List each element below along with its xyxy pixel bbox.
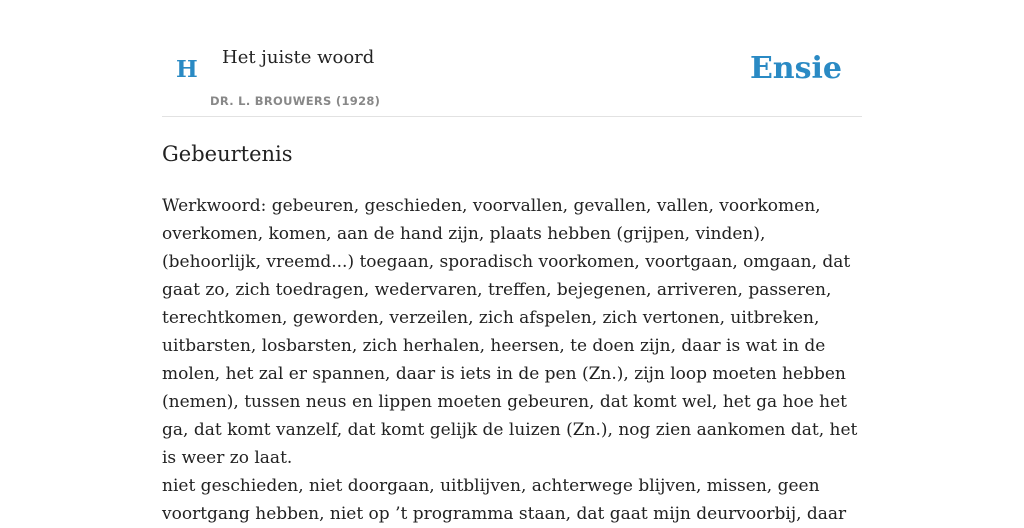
page-container [162, 0, 862, 524]
entry-paragraph: Werkwoord: gebeuren, geschieden, voorvallen, gevallen, vallen, voorkomen, overkomen, komen, aan de hand zijn, plaats hebben (grijpen, vinden), (behoorlijk, vreemd...) toegaan, sporadisch voorkomen, voortgaan, omgaan, dat gaat zo, zich toedragen, wedervaren, treffen, bejegenen, arriveren, passeren, terechtkomen, geworden, verzeilen, zich afspelen, zich vertonen, uitbreken, uitbarsten, losbarsten, zich herhalen, heersen, te doen zijn, daar is wat in de molen, het zal er spannen, daar is iets in de pen (Zn.), zijn loop moeten hebben (nemen), tussen neus en lippen moeten gebeuren, dat komt wel, het ga hoe het ga, dat komt vanzelf, dat komt gelijk de luizen (Zn.), nog zien aankomen dat, het is weer zo laat. [162, 196, 858, 468]
book-title[interactable]: Het juiste woord [222, 47, 375, 68]
brand-logo[interactable]: Ensie [749, 51, 842, 86]
book-logo[interactable]: H [176, 56, 198, 83]
entry-paragraph: niet geschieden, niet doorgaan, uitblijven, achterwege blijven, missen, geen voortgang hebben, niet op ’t programma staan, dat gaat mijn deurvoorbij, daar [162, 476, 847, 524]
entry-title: Gebeurtenis [162, 142, 293, 166]
page-header [162, 0, 862, 117]
book-author: DR. L. BROUWERS (1928) [210, 94, 381, 108]
